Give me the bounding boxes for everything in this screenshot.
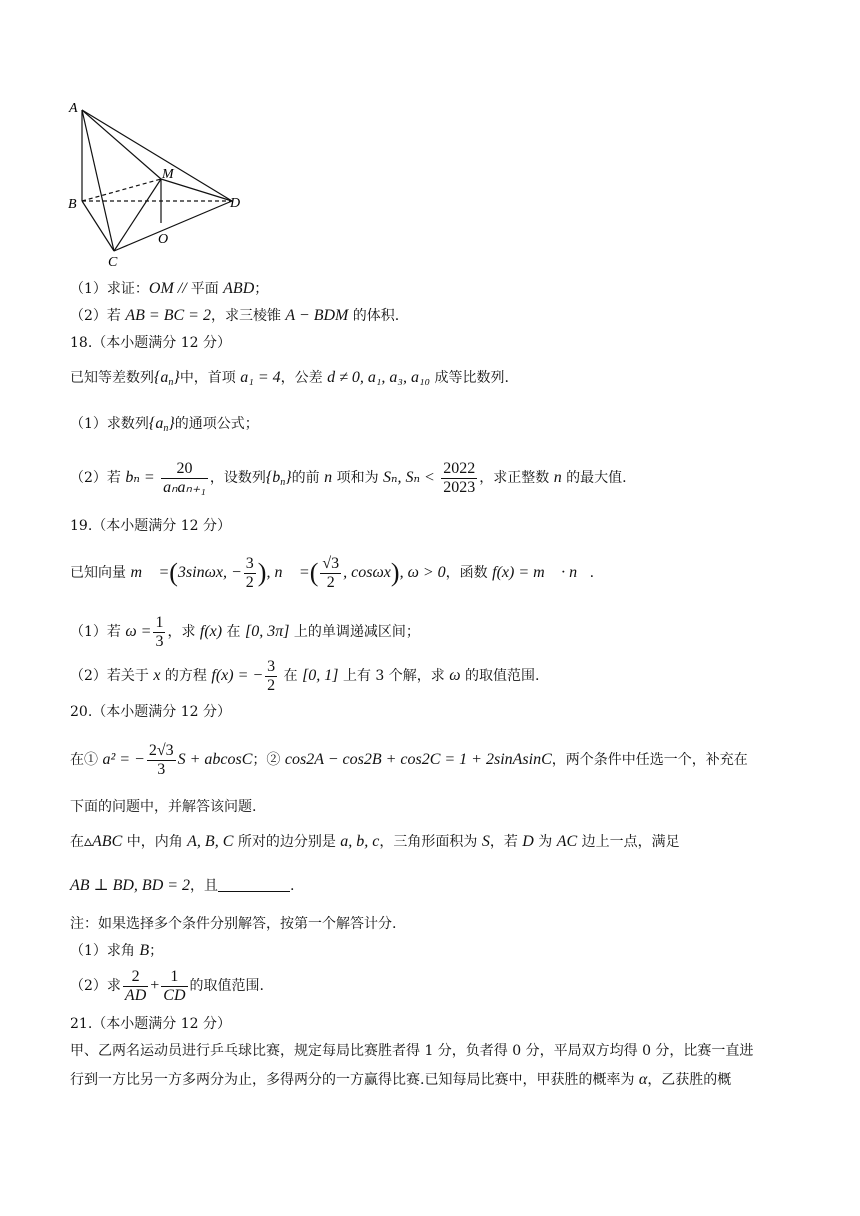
q18-stem: 已知等差数列$\{a_n\}$中，首项 a₁ = 4，公差 d ≠ 0, a₁, a₃, a₁₀ 成等比数列. <box>70 369 510 388</box>
q19-part1: （1）若 ω = $\frac{1}{3}$ ，求 f(x) 在 [0, 3π] 上的单调递减区间； <box>70 613 420 650</box>
q18-part1: （1）求数列$\{a_n\}$的通项公式； <box>70 415 259 434</box>
q21-header: 21.（本小题满分 12 分） <box>70 1016 231 1032</box>
label-B: B <box>68 197 77 212</box>
label-O: O <box>158 232 169 247</box>
q18-part2: （2）若 bₙ = $\frac{20}{\text{aₙaₙ₊₁}}$ ，设数列$\{b_n\}$的前 n 项和为 Sₙ, Sₙ < $\frac{2022}{2023}$ ，求正整数 n 的最大值. <box>70 459 627 496</box>
fraction-1-over-3: $\frac{1}{3}$ <box>155 613 164 650</box>
q18-header: 18.（本小题满分 12 分） <box>70 335 231 351</box>
edge-CD <box>114 201 232 251</box>
q20-part2: （2）求 $\frac{2}{AD}$ + $\frac{1}{CD}$ 的取值范围. <box>70 967 264 1004</box>
q20-line2: 下面的问题中，并解答该问题. <box>70 799 257 815</box>
q17-part1: （1）求证：OM // 平面 ABD； <box>70 280 269 297</box>
fraction-3-over-2: $\frac{3}{2}$ <box>245 554 254 591</box>
answer-blank[interactable] <box>218 877 290 892</box>
q20-note: 注：如果选择多个条件分别解答，按第一个解答计分. <box>70 916 397 932</box>
fraction-2-over-AD: $\frac{2}{AD}$ <box>124 967 147 1004</box>
fraction-2022-over-2023: $\frac{2022}{2023}$ <box>443 459 476 496</box>
fraction-sqrt3-over-2: $\frac{√3}{2}$ <box>322 554 340 591</box>
edge-AC <box>82 110 114 251</box>
q20-line3: 在▵ABC 中，内角 A, B, C 所对的边分别是 a, b, c，三角形面积为 S，若 D 为 AC 边上一点，满足 <box>70 833 680 850</box>
fraction-20-over-anan1: $\frac{20}{\text{aₙaₙ₊₁}}$ <box>163 459 206 496</box>
edge-MD <box>161 179 232 201</box>
label-A: A <box>69 101 78 116</box>
q20-line4: AB ⊥ BD, BD = 2，且 . <box>70 877 295 894</box>
edge-CM <box>114 179 161 251</box>
edge-AD <box>82 110 232 201</box>
edge-AM <box>82 110 161 179</box>
fraction-1-over-CD: $\frac{1}{CD}$ <box>163 967 186 1004</box>
fraction-3-over-2-b: $\frac{3}{2}$ <box>267 657 276 694</box>
q20-part1: （1）求角 B； <box>70 942 164 959</box>
fraction-2sqrt3-over-3: $\frac{2√3}{3}$ <box>148 741 174 778</box>
q21-line1: 甲、乙两名运动员进行乒乓球比赛，规定每局比赛胜者得 1 分，负者得 0 分，平局双方均得 0 分，比赛一直进 <box>70 1043 754 1059</box>
q20-options: 在① a² = − $\frac{2√3}{3}$ S + abcosC；② cos2A − cos2B + cos2C = 1 + 2sinAsinC，两个条件中任选一个，补充在 <box>70 741 748 778</box>
q19-part2: （2）若关于 x 的方程 f(x) = − $\frac{3}{2}$ 在 [0, 1] 上有 3 个解，求 ω 的取值范围. <box>70 657 540 694</box>
q20-header: 20.（本小题满分 12 分） <box>70 704 231 720</box>
q17-part2: （2）若 AB = BC = 2，求三棱锥 A − BDM 的体积. <box>70 307 400 324</box>
q19-stem: 已知向量 m⃗ =(3sinωx, − $\frac{3}{2}$ ), n⃗ =( $\frac{√3}{2}$ , cosωx), ω > 0，函数 f(x) = m⃗ · n⃗. <box>70 554 595 591</box>
label-M: M <box>162 167 174 182</box>
pyramid-figure <box>64 96 264 271</box>
q21-line2: 行到一方比另一方多两分为止，多得两分的一方赢得比赛.已知每局比赛中，甲获胜的概率为 α，乙获胜的概 <box>70 1071 732 1088</box>
label-D: D <box>230 196 241 211</box>
edge-BC <box>82 201 114 251</box>
q19-header: 19.（本小题满分 12 分） <box>70 518 231 534</box>
label-C: C <box>108 255 118 270</box>
